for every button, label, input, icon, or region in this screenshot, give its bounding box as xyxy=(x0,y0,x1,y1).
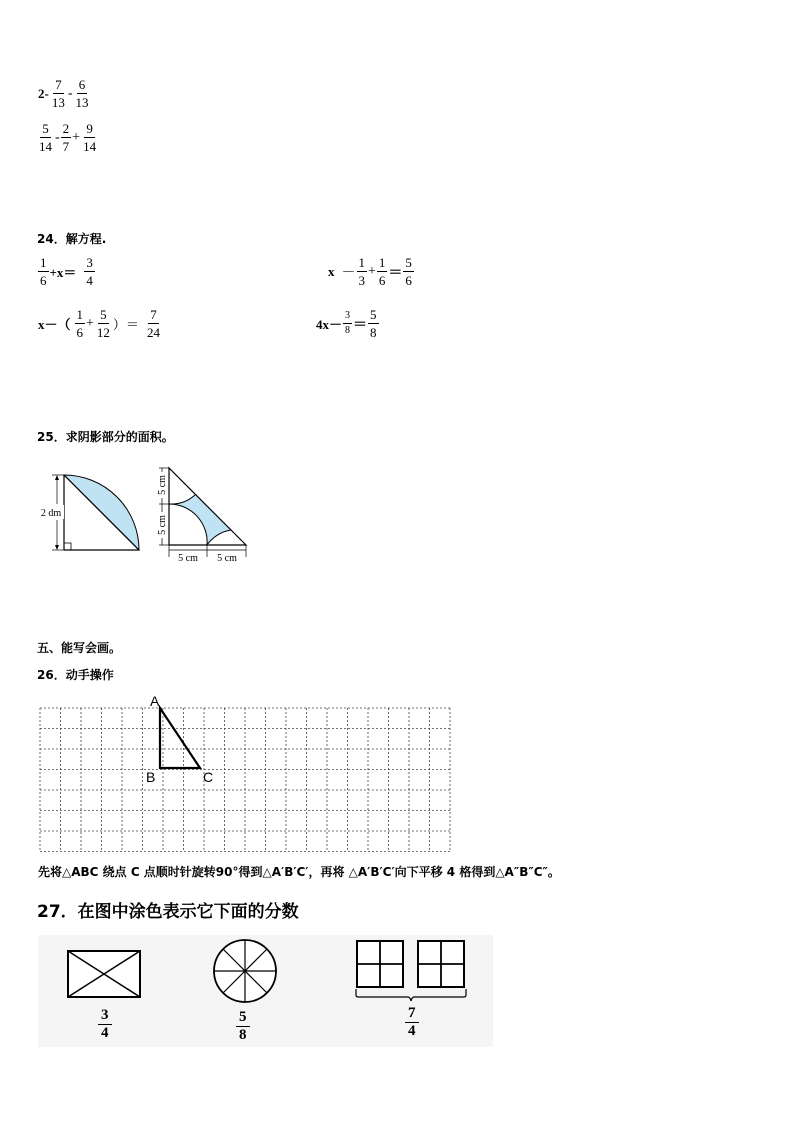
numerator: 5 xyxy=(405,255,412,270)
question-27-heading: 27．在图中涂色表示它下面的分数 xyxy=(37,902,299,922)
fraction-label-3 xyxy=(405,1006,419,1039)
numerator: 5 xyxy=(100,307,107,322)
numerator: 9 xyxy=(86,121,93,136)
fraction xyxy=(84,256,95,287)
fraction xyxy=(75,308,86,339)
equals-sign: ＝ xyxy=(353,317,368,333)
section-five-heading: 五、能写会画。 xyxy=(37,641,122,655)
denominator: 6 xyxy=(76,325,84,340)
denominator: 13 xyxy=(75,95,89,110)
denominator: 4 xyxy=(408,1023,416,1039)
numerator: 1 xyxy=(76,307,84,322)
operator: － xyxy=(341,265,356,281)
vertex-label-a: A xyxy=(150,693,160,709)
fraction xyxy=(81,122,98,153)
denominator: 6 xyxy=(405,273,412,288)
numerator: 1 xyxy=(378,255,386,270)
operator: - xyxy=(55,129,60,145)
quarter-circle-figure xyxy=(38,475,139,550)
question-24-heading: 24．解方程. xyxy=(37,232,107,246)
vertex-label-b: B xyxy=(146,769,156,785)
operator: + xyxy=(368,263,376,279)
fraction xyxy=(368,308,379,339)
denominator: 3 xyxy=(358,273,365,288)
denominator: 7 xyxy=(62,139,70,154)
question-26-heading: 26．动手操作 xyxy=(37,668,114,682)
fraction xyxy=(377,256,388,287)
denominator: 12 xyxy=(96,325,110,340)
triangle-abc xyxy=(160,708,200,768)
denominator: 8 xyxy=(239,1027,247,1043)
fraction xyxy=(37,122,54,153)
denominator: 8 xyxy=(345,325,351,336)
right-angle-mark xyxy=(64,543,71,550)
numerator: 6 xyxy=(78,77,86,92)
arrow-up-icon xyxy=(55,475,59,480)
equation-4 xyxy=(315,308,379,339)
denominator: 24 xyxy=(146,325,160,340)
numerator: 7 xyxy=(150,307,157,322)
numerator: 3 xyxy=(86,255,93,270)
close-text: ）＝ xyxy=(112,317,139,332)
lead-text: 2- xyxy=(38,85,49,101)
numerator: 7 xyxy=(405,1006,419,1023)
numerator: 2 xyxy=(62,121,70,136)
equation-middle: +x＝ xyxy=(49,265,77,280)
rotation-instruction: 先将△ABC 绕点 C 点顺时针旋转90°得到△A′B′C′，再将 △A′B′C′向下平移 4 格得到△A″B″C″。 xyxy=(38,865,560,879)
numerator: 5 xyxy=(42,121,49,136)
equation-3 xyxy=(37,308,162,339)
fraction xyxy=(50,78,67,109)
arrow-down-icon xyxy=(55,545,59,550)
fraction xyxy=(357,256,368,287)
equals-sign: ＝ xyxy=(388,265,403,281)
lead-text: 4x－ xyxy=(316,317,343,332)
fraction xyxy=(38,256,49,287)
fraction-label-1 xyxy=(98,1008,112,1041)
triangle-arcs-figure xyxy=(157,468,246,564)
dimension-label: 5 cm xyxy=(157,475,168,495)
operator: + xyxy=(72,129,81,145)
dimension-label: 2 dm xyxy=(40,508,62,519)
dimension-label: 5 cm xyxy=(178,553,198,564)
expression-line-1 xyxy=(37,78,91,109)
numerator: 1 xyxy=(358,255,365,270)
denominator: 6 xyxy=(378,273,386,288)
grid-figure xyxy=(30,688,455,853)
denominator: 13 xyxy=(51,95,65,110)
dotted-grid xyxy=(40,708,450,852)
fraction xyxy=(74,78,91,109)
fraction xyxy=(95,308,112,339)
numerator: 3 xyxy=(98,1008,112,1025)
denominator: 4 xyxy=(86,273,93,288)
denominator: 4 xyxy=(101,1025,109,1041)
expression-line-2 xyxy=(37,122,98,153)
rectangle-quarters xyxy=(68,951,140,997)
operator: - xyxy=(67,85,73,101)
vertex-label-c: C xyxy=(203,769,214,785)
shaded-area-figures xyxy=(38,460,253,568)
numerator: 5 xyxy=(370,307,377,322)
fraction xyxy=(343,311,352,336)
fraction-label-2 xyxy=(236,1010,250,1043)
operator: + xyxy=(86,315,94,331)
numerator: 1 xyxy=(40,255,47,270)
numerator: 3 xyxy=(343,311,352,324)
lead-text: x xyxy=(328,263,335,279)
denominator: 8 xyxy=(370,325,377,340)
dimension-label: 5 cm xyxy=(217,553,237,564)
numerator: 5 xyxy=(236,1010,250,1027)
fraction xyxy=(403,256,414,287)
denominator: 14 xyxy=(83,139,97,154)
equation-1 xyxy=(38,256,95,287)
lead-text: x－（ xyxy=(38,317,71,332)
fraction xyxy=(61,122,72,153)
denominator: 6 xyxy=(40,273,47,288)
question-25-heading: 25．求阴影部分的面积。 xyxy=(37,430,174,444)
equation-2 xyxy=(327,256,414,287)
fraction xyxy=(145,308,162,339)
dimension-label: 5 cm xyxy=(157,515,168,535)
denominator: 14 xyxy=(39,139,52,154)
circle-eighths xyxy=(214,940,276,1002)
numerator: 7 xyxy=(55,77,62,92)
